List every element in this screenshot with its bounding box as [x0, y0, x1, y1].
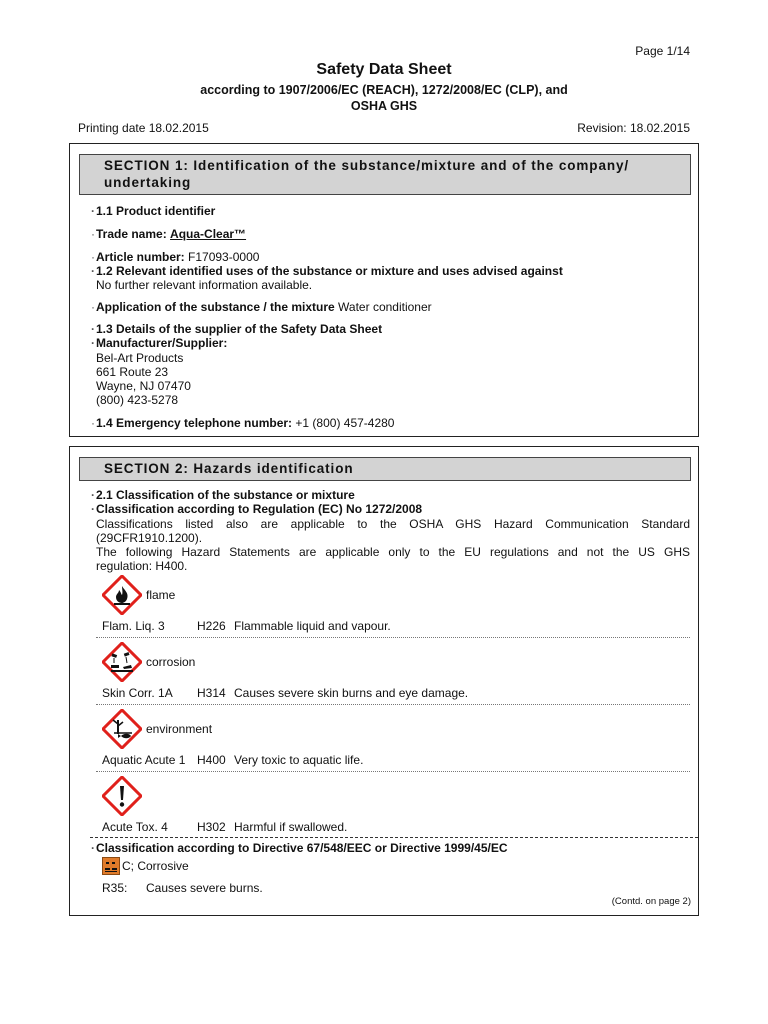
dotted-divider [96, 704, 690, 705]
directive-symbol: C; Corrosive [122, 859, 189, 873]
hazard-statement: Very toxic to aquatic life. [234, 753, 364, 767]
subtitle-line-2: OSHA GHS [350, 99, 418, 113]
hazard-statement: Flammable liquid and vapour. [234, 619, 391, 633]
note-line-4: regulation: H400. [96, 559, 188, 573]
document-title: Safety Data Sheet [316, 61, 452, 78]
dotted-divider [96, 637, 690, 638]
document-subtitle [0, 82, 768, 114]
section-1-heading [79, 154, 691, 195]
hazard-code: H314 [197, 686, 226, 700]
uses-value: No further relevant information available. [96, 278, 313, 292]
dotted-divider [96, 771, 690, 772]
note-line-1: Classifications listed also are applicable to the OSHA GHS Hazard Communication Standard [96, 517, 690, 531]
r-code: R35: [102, 881, 128, 895]
r-text: Causes severe burns. [146, 881, 263, 895]
section-1-heading-line-1: SECTION 1: Identification of the substance/mixture and of the company/ [104, 158, 630, 173]
flame-label: flame [146, 588, 176, 602]
page-number: Page 1/14 [635, 44, 690, 58]
directive-label: · Classification according to Directive 67/548/EEC or Directive 1999/45/EC [91, 841, 508, 855]
flame-icon [102, 575, 142, 615]
hazard-code: H226 [197, 619, 226, 633]
hazard-statement: Causes severe skin burns and eye damage. [234, 686, 469, 700]
exclamation-icon [102, 776, 142, 816]
dashed-divider [90, 837, 698, 838]
uses-label: · 1.2 Relevant identified uses of the substance or mixture and uses advised against [91, 264, 563, 278]
corrosive-square-icon [102, 857, 120, 875]
address-line-1: Bel-Art Products [96, 351, 184, 365]
hazard-class: Acute Tox. 4 [102, 820, 168, 834]
manufacturer-label: · Manufacturer/Supplier: [91, 336, 228, 350]
trade-name-label: Trade name: [96, 227, 167, 241]
product-identifier: · 1.1 Product identifier [91, 204, 216, 218]
application-label: Application of the substance / the mixture [96, 300, 335, 314]
hazard-class: Aquatic Acute 1 [102, 753, 186, 767]
supplier-label: · 1.3 Details of the supplier of the Safety Data Sheet [91, 322, 383, 336]
subtitle-line-1: according to 1907/2006/EC (REACH), 1272/2008/EC (CLP), and [200, 83, 568, 97]
environment-label: environment [146, 722, 213, 736]
note-line-3: The following Hazard Statements are applicable only to the EU regulations and not the US GHS [96, 545, 690, 559]
revision-date: Revision: 18.02.2015 [577, 121, 690, 135]
hazard-class: Flam. Liq. 3 [102, 619, 165, 633]
emergency-label: 1.4 Emergency telephone number: [96, 416, 293, 430]
corrosion-label: corrosion [146, 655, 196, 669]
address-line-3: Wayne, NJ 07470 [96, 379, 191, 393]
trade-name-value: Aqua-Clear™ [170, 227, 247, 241]
regulation-label: · Classification according to Regulation (EC) No 1272/2008 [91, 502, 423, 516]
section-1-box [69, 143, 699, 437]
section-1-heading-line-2: undertaking [104, 175, 192, 190]
article-number-label: Article number: [96, 250, 185, 264]
continued-note: (Contd. on page 2) [611, 896, 691, 907]
article-number-value: F17093-0000 [188, 250, 260, 264]
classification-label: · 2.1 Classification of the substance or mixture [91, 488, 355, 502]
trade-name-row: · Trade name: Aqua-Clear™ [91, 227, 247, 241]
hazard-code: H302 [197, 820, 226, 834]
section-2-box [69, 446, 699, 916]
article-number-row: · Article number: F17093-0000 [91, 250, 260, 264]
corrosion-icon [102, 642, 142, 682]
emergency-value: +1 (800) 457-4280 [295, 416, 395, 430]
application-value: Water conditioner [338, 300, 432, 314]
address-line-2: 661 Route 23 [96, 365, 169, 379]
hazard-class: Skin Corr. 1A [102, 686, 173, 700]
hazard-code: H400 [197, 753, 226, 767]
note-line-2: (29CFR1910.1200). [96, 531, 203, 545]
printing-date: Printing date 18.02.2015 [78, 121, 209, 135]
environment-icon [102, 709, 142, 749]
address-line-4: (800) 423-5278 [96, 393, 179, 407]
hazard-statement: Harmful if swallowed. [234, 820, 348, 834]
emergency-row: · 1.4 Emergency telephone number: +1 (800) 457-4280 [91, 416, 395, 430]
application-row: · Application of the substance / the mixture Water conditioner [91, 300, 432, 314]
section-2-heading: SECTION 2: Hazards identification [79, 457, 691, 481]
